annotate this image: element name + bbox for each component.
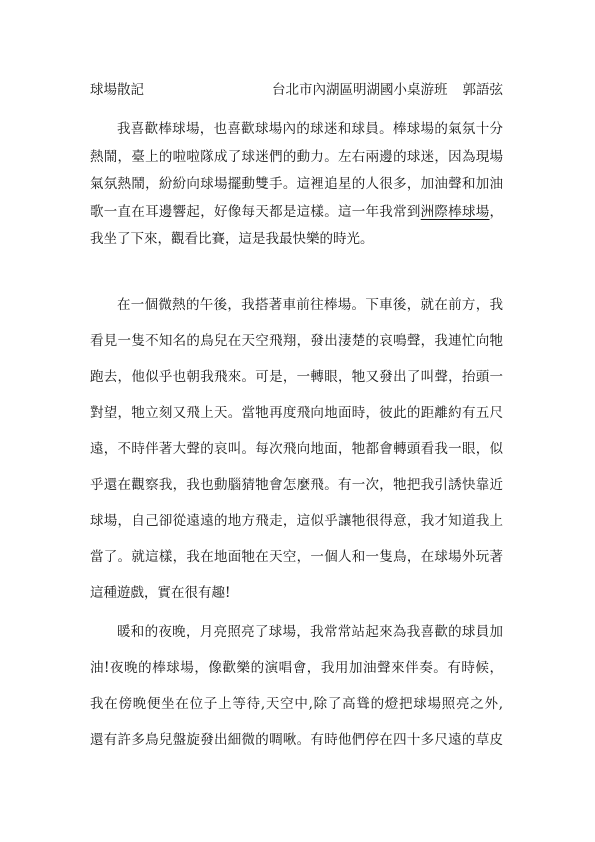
- text-segment: 歌一直在耳邊響起，好像每天都是這樣。這一年我常到: [90, 203, 421, 220]
- text-line: 氣氛熱鬧，紛紛向球場擺動雙手。這裡追星的人很多，加油聲和加油: [90, 176, 503, 192]
- school-class: 台北市內湖區明湖國小桌游班: [272, 82, 448, 98]
- text-line: 暖和的夜晚，月亮照亮了球場，我常常站起來為我喜歡的球員加: [117, 624, 503, 640]
- paragraph-2: [90, 287, 503, 611]
- text-line: 油!夜晚的棒球場，像歡樂的演唱會，我用加油聲來伴奏。有時候，: [90, 660, 503, 676]
- text-line: 我在傍晚便坐在位子上等待,天空中,除了高聳的燈把球場照亮之外,: [90, 696, 503, 712]
- essay-title: 球場散記: [90, 82, 144, 98]
- text-line: 當了。就這樣，我在地面牠在天空，一個人和一隻鳥，在球場外玩著: [90, 549, 503, 565]
- text-line: [90, 199, 503, 227]
- text-line: 這種遊戲，實在很有趣!: [90, 585, 231, 601]
- text-line: 跑去，他似乎也朝我飛來。可是，一轉眼，牠又發出了叫聲，抬頭一: [90, 369, 503, 385]
- text-line: 我坐了下來，觀看比賽，這是我最快樂的時光。: [90, 231, 374, 247]
- text-line: 球場，自己卻從遠遠的地方飛走，這似乎讓牠很得意，我才知道我上: [90, 513, 503, 529]
- text-segment: ，: [489, 203, 503, 220]
- paragraph-3: [90, 614, 503, 758]
- author-name: 郭語弦: [462, 82, 503, 98]
- byline: [272, 82, 503, 99]
- text-line: 我喜歡棒球場，也喜歡球場內的球迷和球員。棒球場的氣氛十分: [117, 121, 503, 137]
- underlined-place-name: 洲際棒球場: [420, 203, 490, 220]
- text-line: 在一個微熱的午後，我搭著車前往棒場。下車後，就在前方，我: [117, 297, 503, 313]
- text-line: 對望，牠立刻又飛上天。當牠再度飛向地面時，彼此的距離約有五尺: [90, 405, 503, 421]
- text-line: 遠，不時伴著大聲的哀叫。每次飛向地面，牠都會轉頭看我一眼，似: [90, 441, 503, 457]
- paragraph-1: [90, 116, 503, 254]
- document-header: [90, 82, 503, 99]
- text-line: 乎還在觀察我，我也動腦猜牠會怎麼飛。有一次，牠把我引誘快靠近: [90, 477, 503, 493]
- text-line: 熱鬧，臺上的啦啦隊成了球迷們的動力。左右兩邊的球迷，因為現場: [90, 148, 503, 165]
- text-line: 還有許多鳥兒盤旋發出細微的啁啾。有時他們停在四十多尺遠的草皮: [90, 732, 503, 748]
- text-line: 看見一隻不知名的鳥兒在天空飛翔，發出淒楚的哀鳴聲，我連忙向牠: [90, 333, 503, 349]
